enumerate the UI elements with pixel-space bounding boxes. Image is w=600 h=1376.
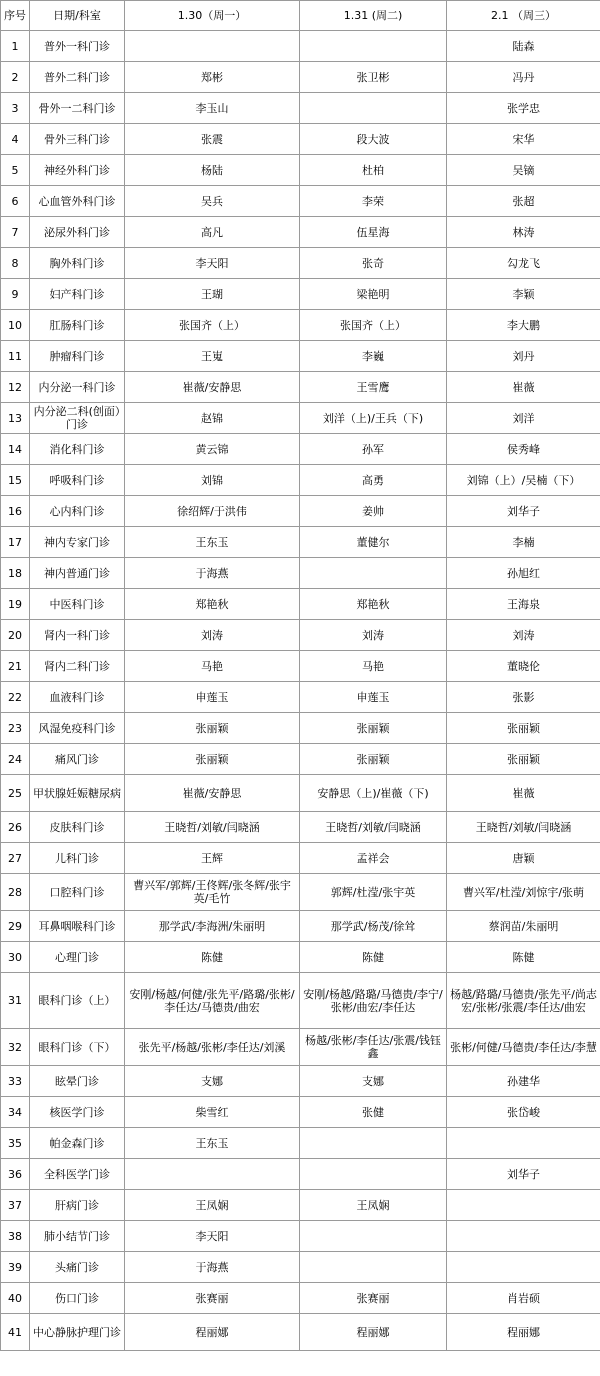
date-2-doctor: 王雪鹰 — [300, 372, 447, 403]
row-number: 15 — [1, 465, 30, 496]
table-row — [1, 1221, 600, 1252]
date-2-doctor: 伍星海 — [300, 217, 447, 248]
table-row — [1, 341, 600, 372]
dept-name: 肿瘤科门诊 — [30, 341, 125, 372]
schedule-body — [1, 31, 600, 1351]
date-1-doctor: 王嵬 — [125, 341, 300, 372]
dept-name: 神内普通门诊 — [30, 558, 125, 589]
row-number: 5 — [1, 155, 30, 186]
date-1-doctor: 张震 — [125, 124, 300, 155]
dept-name: 眩晕门诊 — [30, 1066, 125, 1097]
date-1-doctor: 赵锦 — [125, 403, 300, 434]
dept-name: 中医科门诊 — [30, 589, 125, 620]
date-1-doctor: 王凤娴 — [125, 1190, 300, 1221]
date-1-doctor: 杨陆 — [125, 155, 300, 186]
date-1-doctor: 高凡 — [125, 217, 300, 248]
date-3-doctor: 杨越/路璐/马德贵/张先平/尚志宏/张彬/张震/李任达/曲宏 — [447, 973, 600, 1029]
date-1-doctor: 曹兴军/郭辉/王佟辉/张冬辉/张宇英/毛竹 — [125, 874, 300, 911]
row-number: 28 — [1, 874, 30, 911]
row-number: 31 — [1, 973, 30, 1029]
table-row — [1, 1252, 600, 1283]
table-row — [1, 558, 600, 589]
table-row — [1, 775, 600, 812]
date-3-doctor: 刘华子 — [447, 496, 600, 527]
table-row — [1, 496, 600, 527]
date-1-doctor: 郑艳秋 — [125, 589, 300, 620]
date-2-doctor — [300, 31, 447, 62]
row-number: 35 — [1, 1128, 30, 1159]
date-1-doctor: 于海燕 — [125, 1252, 300, 1283]
date-1-doctor: 王瑚 — [125, 279, 300, 310]
date-3-doctor: 侯秀峰 — [447, 434, 600, 465]
row-number: 4 — [1, 124, 30, 155]
header-row — [1, 1, 600, 31]
date-3-doctor: 陈健 — [447, 942, 600, 973]
table-row — [1, 1029, 600, 1066]
row-number: 3 — [1, 93, 30, 124]
date-1-doctor: 吴兵 — [125, 186, 300, 217]
dept-name: 内分泌一科门诊 — [30, 372, 125, 403]
date-1-doctor — [125, 1159, 300, 1190]
date-1-doctor: 郑彬 — [125, 62, 300, 93]
row-number: 9 — [1, 279, 30, 310]
date-1-doctor: 张先平/杨越/张彬/李任达/刘溪 — [125, 1029, 300, 1066]
header-no: 序号 — [1, 1, 30, 31]
dept-name: 呼吸科门诊 — [30, 465, 125, 496]
date-3-doctor — [447, 1221, 600, 1252]
date-3-doctor: 张彬/何健/马德贵/李任达/李慧 — [447, 1029, 600, 1066]
date-2-doctor: 杨越/张彬/李任达/张震/钱钰鑫 — [300, 1029, 447, 1066]
dept-name: 甲状腺妊娠糖尿病 — [30, 775, 125, 812]
dept-name: 头痛门诊 — [30, 1252, 125, 1283]
dept-name: 皮肤科门诊 — [30, 812, 125, 843]
dept-name: 妇产科门诊 — [30, 279, 125, 310]
date-3-doctor: 曹兴军/杜滢/刘惊宇/张萌 — [447, 874, 600, 911]
date-1-doctor: 张国齐（上） — [125, 310, 300, 341]
dept-name: 肾内一科门诊 — [30, 620, 125, 651]
row-number: 10 — [1, 310, 30, 341]
date-3-doctor: 李楠 — [447, 527, 600, 558]
date-2-doctor: 王晓哲/刘敏/闫晓涵 — [300, 812, 447, 843]
date-1-doctor — [125, 31, 300, 62]
dept-name: 心内科门诊 — [30, 496, 125, 527]
dept-name: 肝病门诊 — [30, 1190, 125, 1221]
row-number: 27 — [1, 843, 30, 874]
date-2-doctor: 孙军 — [300, 434, 447, 465]
date-2-doctor: 高勇 — [300, 465, 447, 496]
row-number: 20 — [1, 620, 30, 651]
table-row — [1, 1066, 600, 1097]
date-2-doctor: 陈健 — [300, 942, 447, 973]
date-2-doctor — [300, 1128, 447, 1159]
table-row — [1, 465, 600, 496]
date-1-doctor: 陈健 — [125, 942, 300, 973]
date-3-doctor — [447, 1128, 600, 1159]
table-row — [1, 942, 600, 973]
date-2-doctor: 申莲玉 — [300, 682, 447, 713]
date-1-doctor: 刘锦 — [125, 465, 300, 496]
table-row — [1, 589, 600, 620]
date-2-doctor: 张卫彬 — [300, 62, 447, 93]
dept-name: 风湿免疫科门诊 — [30, 713, 125, 744]
date-2-doctor: 梁艳明 — [300, 279, 447, 310]
date-2-doctor: 安刚/杨越/路璐/马德贵/李宁/张彬/曲宏/李任达 — [300, 973, 447, 1029]
table-row — [1, 843, 600, 874]
table-row — [1, 62, 600, 93]
dept-name: 儿科门诊 — [30, 843, 125, 874]
date-1-doctor: 李天阳 — [125, 248, 300, 279]
date-3-doctor: 孙旭红 — [447, 558, 600, 589]
date-3-doctor: 刘华子 — [447, 1159, 600, 1190]
date-3-doctor: 刘丹 — [447, 341, 600, 372]
dept-name: 口腔科门诊 — [30, 874, 125, 911]
date-2-doctor: 安静思（上)/崔薇（下) — [300, 775, 447, 812]
dept-name: 普外一科门诊 — [30, 31, 125, 62]
date-1-doctor: 李玉山 — [125, 93, 300, 124]
date-1-doctor: 王晓哲/刘敏/闫晓涵 — [125, 812, 300, 843]
date-2-doctor: 程丽娜 — [300, 1314, 447, 1351]
dept-name: 普外二科门诊 — [30, 62, 125, 93]
dept-name: 耳鼻咽喉科门诊 — [30, 911, 125, 942]
date-3-doctor: 程丽娜 — [447, 1314, 600, 1351]
date-3-doctor: 李大鹏 — [447, 310, 600, 341]
date-3-doctor: 吴镝 — [447, 155, 600, 186]
dept-name: 心理门诊 — [30, 942, 125, 973]
date-3-doctor: 张影 — [447, 682, 600, 713]
table-row — [1, 93, 600, 124]
date-1-doctor: 张丽颖 — [125, 744, 300, 775]
table-row — [1, 1128, 600, 1159]
header-date-1: 1.30（周一） — [125, 1, 300, 31]
table-row — [1, 682, 600, 713]
table-row — [1, 1314, 600, 1351]
row-number: 16 — [1, 496, 30, 527]
row-number: 13 — [1, 403, 30, 434]
table-row — [1, 155, 600, 186]
row-number: 32 — [1, 1029, 30, 1066]
date-1-doctor: 柴雪红 — [125, 1097, 300, 1128]
date-1-doctor: 程丽娜 — [125, 1314, 300, 1351]
date-3-doctor: 王晓哲/刘敏/闫晓涵 — [447, 812, 600, 843]
table-row — [1, 911, 600, 942]
row-number: 11 — [1, 341, 30, 372]
row-number: 19 — [1, 589, 30, 620]
date-1-doctor: 张丽颖 — [125, 713, 300, 744]
date-1-doctor: 王辉 — [125, 843, 300, 874]
row-number: 1 — [1, 31, 30, 62]
date-2-doctor: 段大波 — [300, 124, 447, 155]
table-row — [1, 527, 600, 558]
date-1-doctor: 黄云锦 — [125, 434, 300, 465]
table-row — [1, 874, 600, 911]
date-2-doctor: 李巍 — [300, 341, 447, 372]
date-3-doctor: 冯丹 — [447, 62, 600, 93]
date-2-doctor: 张赛丽 — [300, 1283, 447, 1314]
date-3-doctor: 张丽颖 — [447, 744, 600, 775]
table-row — [1, 186, 600, 217]
table-row — [1, 1283, 600, 1314]
date-1-doctor: 李天阳 — [125, 1221, 300, 1252]
date-3-doctor: 肖岩硕 — [447, 1283, 600, 1314]
date-2-doctor: 董健尔 — [300, 527, 447, 558]
row-number: 2 — [1, 62, 30, 93]
row-number: 36 — [1, 1159, 30, 1190]
row-number: 40 — [1, 1283, 30, 1314]
dept-name: 骨外一二科门诊 — [30, 93, 125, 124]
date-2-doctor: 张丽颖 — [300, 744, 447, 775]
dept-name: 中心静脉护理门诊 — [30, 1314, 125, 1351]
header-date-2: 1.31 (周二) — [300, 1, 447, 31]
dept-name: 内分泌二科(创面）门诊 — [30, 403, 125, 434]
dept-name: 痛风门诊 — [30, 744, 125, 775]
date-1-doctor: 安刚/杨越/何健/张先平/路璐/张彬/李任达/马德贵/曲宏 — [125, 973, 300, 1029]
date-3-doctor: 蔡润苗/朱丽明 — [447, 911, 600, 942]
dept-name: 血液科门诊 — [30, 682, 125, 713]
date-3-doctor: 林涛 — [447, 217, 600, 248]
date-1-doctor: 张赛丽 — [125, 1283, 300, 1314]
date-2-doctor: 孟祥会 — [300, 843, 447, 874]
table-row — [1, 403, 600, 434]
row-number: 39 — [1, 1252, 30, 1283]
table-row — [1, 713, 600, 744]
row-number: 30 — [1, 942, 30, 973]
table-row — [1, 1190, 600, 1221]
date-1-doctor: 崔薇/安静思 — [125, 372, 300, 403]
date-3-doctor: 勾龙飞 — [447, 248, 600, 279]
date-2-doctor: 郑艳秋 — [300, 589, 447, 620]
table-row — [1, 1097, 600, 1128]
date-2-doctor — [300, 558, 447, 589]
date-2-doctor — [300, 1221, 447, 1252]
row-number: 25 — [1, 775, 30, 812]
row-number: 24 — [1, 744, 30, 775]
header-date-3: 2.1 （周三） — [447, 1, 600, 31]
dept-name: 肛肠科门诊 — [30, 310, 125, 341]
dept-name: 肾内二科门诊 — [30, 651, 125, 682]
date-3-doctor: 张岱峻 — [447, 1097, 600, 1128]
date-2-doctor: 张丽颖 — [300, 713, 447, 744]
date-2-doctor: 姜帅 — [300, 496, 447, 527]
row-number: 12 — [1, 372, 30, 403]
table-row — [1, 1159, 600, 1190]
date-1-doctor: 那学武/李海洲/朱丽明 — [125, 911, 300, 942]
row-number: 37 — [1, 1190, 30, 1221]
table-row — [1, 973, 600, 1029]
date-3-doctor — [447, 1190, 600, 1221]
date-3-doctor: 刘锦（上）/吴楠（下） — [447, 465, 600, 496]
date-3-doctor: 张学忠 — [447, 93, 600, 124]
date-2-doctor: 李荣 — [300, 186, 447, 217]
row-number: 7 — [1, 217, 30, 248]
date-3-doctor: 唐颖 — [447, 843, 600, 874]
date-2-doctor: 刘洋（上)/王兵（下) — [300, 403, 447, 434]
row-number: 38 — [1, 1221, 30, 1252]
row-number: 33 — [1, 1066, 30, 1097]
table-row — [1, 31, 600, 62]
date-3-doctor: 崔薇 — [447, 775, 600, 812]
date-2-doctor: 刘涛 — [300, 620, 447, 651]
date-2-doctor: 张健 — [300, 1097, 447, 1128]
date-3-doctor: 董晓伦 — [447, 651, 600, 682]
date-2-doctor — [300, 1159, 447, 1190]
table-row — [1, 310, 600, 341]
dept-name: 伤口门诊 — [30, 1283, 125, 1314]
table-row — [1, 620, 600, 651]
date-3-doctor: 张丽颖 — [447, 713, 600, 744]
date-1-doctor: 刘涛 — [125, 620, 300, 651]
table-row — [1, 279, 600, 310]
date-2-doctor — [300, 1252, 447, 1283]
row-number: 21 — [1, 651, 30, 682]
date-1-doctor: 崔薇/安静思 — [125, 775, 300, 812]
row-number: 22 — [1, 682, 30, 713]
row-number: 6 — [1, 186, 30, 217]
row-number: 41 — [1, 1314, 30, 1351]
date-3-doctor: 李颖 — [447, 279, 600, 310]
date-1-doctor: 王东玉 — [125, 1128, 300, 1159]
row-number: 34 — [1, 1097, 30, 1128]
dept-name: 帕金森门诊 — [30, 1128, 125, 1159]
dept-name: 消化科门诊 — [30, 434, 125, 465]
date-1-doctor: 于海燕 — [125, 558, 300, 589]
table-row — [1, 248, 600, 279]
dept-name: 核医学门诊 — [30, 1097, 125, 1128]
row-number: 17 — [1, 527, 30, 558]
date-2-doctor: 王凤娴 — [300, 1190, 447, 1221]
table-row — [1, 744, 600, 775]
date-2-doctor: 郭辉/杜滢/张宇英 — [300, 874, 447, 911]
date-1-doctor: 徐绍辉/于洪伟 — [125, 496, 300, 527]
date-1-doctor: 申莲玉 — [125, 682, 300, 713]
date-2-doctor — [300, 93, 447, 124]
dept-name: 泌尿外科门诊 — [30, 217, 125, 248]
table-row — [1, 651, 600, 682]
date-3-doctor: 王海泉 — [447, 589, 600, 620]
table-row — [1, 217, 600, 248]
dept-name: 骨外三科门诊 — [30, 124, 125, 155]
date-3-doctor: 刘涛 — [447, 620, 600, 651]
dept-name: 肺小结节门诊 — [30, 1221, 125, 1252]
dept-name: 神内专家门诊 — [30, 527, 125, 558]
table-row — [1, 434, 600, 465]
date-2-doctor: 马艳 — [300, 651, 447, 682]
header-dept: 日期/科室 — [30, 1, 125, 31]
dept-name: 胸外科门诊 — [30, 248, 125, 279]
date-1-doctor: 马艳 — [125, 651, 300, 682]
dept-name: 心血管外科门诊 — [30, 186, 125, 217]
date-3-doctor: 孙建华 — [447, 1066, 600, 1097]
table-row — [1, 812, 600, 843]
row-number: 18 — [1, 558, 30, 589]
date-3-doctor: 陆森 — [447, 31, 600, 62]
date-2-doctor: 张国齐（上） — [300, 310, 447, 341]
table-row — [1, 372, 600, 403]
dept-name: 眼科门诊（上） — [30, 973, 125, 1029]
date-1-doctor: 王东玉 — [125, 527, 300, 558]
row-number: 23 — [1, 713, 30, 744]
date-3-doctor — [447, 1252, 600, 1283]
date-1-doctor: 支娜 — [125, 1066, 300, 1097]
date-2-doctor: 支娜 — [300, 1066, 447, 1097]
date-2-doctor: 杜柏 — [300, 155, 447, 186]
date-3-doctor: 宋华 — [447, 124, 600, 155]
date-2-doctor: 那学武/杨茂/徐耸 — [300, 911, 447, 942]
row-number: 26 — [1, 812, 30, 843]
dept-name: 眼科门诊（下） — [30, 1029, 125, 1066]
row-number: 8 — [1, 248, 30, 279]
row-number: 29 — [1, 911, 30, 942]
date-3-doctor: 刘洋 — [447, 403, 600, 434]
date-2-doctor: 张奇 — [300, 248, 447, 279]
table-row — [1, 124, 600, 155]
row-number: 14 — [1, 434, 30, 465]
date-3-doctor: 张超 — [447, 186, 600, 217]
date-3-doctor: 崔薇 — [447, 372, 600, 403]
dept-name: 全科医学门诊 — [30, 1159, 125, 1190]
dept-name: 神经外科门诊 — [30, 155, 125, 186]
